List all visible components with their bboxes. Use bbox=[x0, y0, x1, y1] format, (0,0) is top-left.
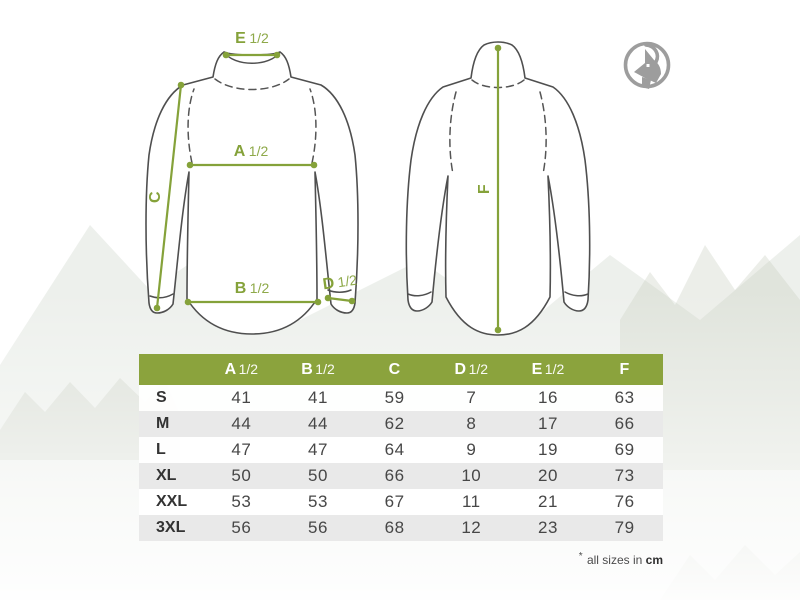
value-cell: 20 bbox=[537, 466, 558, 485]
value-cell: 67 bbox=[384, 492, 405, 511]
value-cell: 11 bbox=[461, 492, 481, 511]
header-letter-c: C bbox=[388, 360, 401, 378]
value-cell: 53 bbox=[231, 492, 252, 511]
header-frac-a: 1/2 bbox=[238, 360, 259, 377]
value-cell: 66 bbox=[384, 466, 405, 485]
value-cell: 50 bbox=[308, 466, 328, 485]
value-cell: 9 bbox=[466, 440, 477, 459]
size-row-3xl bbox=[139, 515, 663, 541]
header-cell-b bbox=[280, 354, 357, 385]
header-letter-a: A bbox=[224, 360, 237, 378]
measure-label-e bbox=[235, 31, 269, 47]
header-letter-b: B bbox=[301, 360, 314, 378]
footnote-asterisk: * bbox=[578, 551, 583, 562]
value-cell: 50 bbox=[231, 466, 252, 485]
size-cell: M bbox=[156, 415, 170, 432]
header-cell-c bbox=[356, 354, 433, 385]
header-letter-e: E bbox=[531, 360, 543, 378]
header-frac-e: 1/2 bbox=[544, 360, 565, 377]
size-cell: 3XL bbox=[156, 519, 186, 536]
value-cell: 56 bbox=[308, 518, 328, 537]
value-cell: 23 bbox=[537, 518, 558, 537]
value-cell: 62 bbox=[384, 414, 405, 433]
header-cell-a bbox=[203, 354, 280, 385]
value-cell: 53 bbox=[308, 492, 328, 511]
value-cell: 56 bbox=[231, 518, 252, 537]
value-cell: 68 bbox=[384, 518, 405, 537]
footnote-unit: cm bbox=[645, 553, 663, 567]
value-cell: 69 bbox=[614, 440, 635, 459]
ibex-head-badge-icon bbox=[626, 44, 669, 90]
value-cell: 47 bbox=[308, 440, 328, 459]
measure-letter-f: F bbox=[476, 183, 493, 195]
measure-letter-b: B bbox=[234, 280, 247, 297]
header-cell-d bbox=[433, 354, 510, 385]
header-frac-d: 1/2 bbox=[468, 360, 489, 377]
header-cell-size bbox=[139, 354, 203, 385]
header-cell-f bbox=[586, 354, 663, 385]
value-cell: 59 bbox=[384, 388, 405, 407]
size-table bbox=[139, 354, 663, 541]
size-row-xl bbox=[139, 463, 663, 489]
measure-letter-a: A bbox=[233, 143, 246, 160]
value-cell: 7 bbox=[466, 388, 477, 407]
value-cell: 79 bbox=[614, 518, 635, 537]
size-row-m bbox=[139, 411, 663, 437]
measure-letter-c: C bbox=[147, 190, 164, 204]
size-table-header-row bbox=[139, 354, 663, 385]
measure-letter-e: E bbox=[235, 30, 247, 47]
value-cell: 12 bbox=[461, 518, 482, 537]
header-letter-f: F bbox=[619, 360, 630, 378]
header-cell-e bbox=[510, 354, 587, 385]
value-cell: 44 bbox=[231, 414, 252, 433]
value-cell: 44 bbox=[308, 414, 328, 433]
size-row-l bbox=[139, 437, 663, 463]
value-cell: 73 bbox=[614, 466, 635, 485]
measure-frac-e: 1/2 bbox=[249, 30, 269, 46]
footnote-text: all sizes in bbox=[583, 553, 646, 567]
size-cell: S bbox=[156, 389, 167, 406]
value-cell: 16 bbox=[537, 388, 558, 407]
measure-frac-d: 1/2 bbox=[336, 271, 359, 291]
value-cell: 64 bbox=[384, 440, 405, 459]
value-cell: 41 bbox=[231, 388, 252, 407]
value-cell: 8 bbox=[466, 414, 477, 433]
size-row-s bbox=[139, 385, 663, 411]
value-cell: 66 bbox=[614, 414, 635, 433]
value-cell: 76 bbox=[614, 492, 635, 511]
measure-label-f bbox=[477, 184, 493, 194]
size-row-xxl bbox=[139, 489, 663, 515]
measure-label-b bbox=[235, 281, 270, 297]
header-frac-b: 1/2 bbox=[315, 360, 335, 377]
size-cell: L bbox=[156, 441, 166, 458]
value-cell: 10 bbox=[461, 466, 482, 485]
size-cell: XL bbox=[156, 467, 177, 484]
value-cell: 21 bbox=[537, 492, 558, 511]
value-cell: 41 bbox=[308, 388, 328, 407]
value-cell: 17 bbox=[537, 414, 558, 433]
measure-label-a bbox=[234, 144, 269, 160]
measure-letter-d: D bbox=[321, 274, 336, 294]
size-cell: XXL bbox=[156, 493, 188, 510]
units-footnote bbox=[579, 551, 663, 567]
value-cell: 47 bbox=[231, 440, 252, 459]
value-cell: 63 bbox=[614, 388, 635, 407]
header-letter-d: D bbox=[454, 360, 467, 378]
measure-frac-a: 1/2 bbox=[248, 143, 269, 159]
measure-label-c bbox=[148, 191, 164, 203]
measure-frac-b: 1/2 bbox=[249, 280, 270, 296]
value-cell: 19 bbox=[537, 440, 558, 459]
